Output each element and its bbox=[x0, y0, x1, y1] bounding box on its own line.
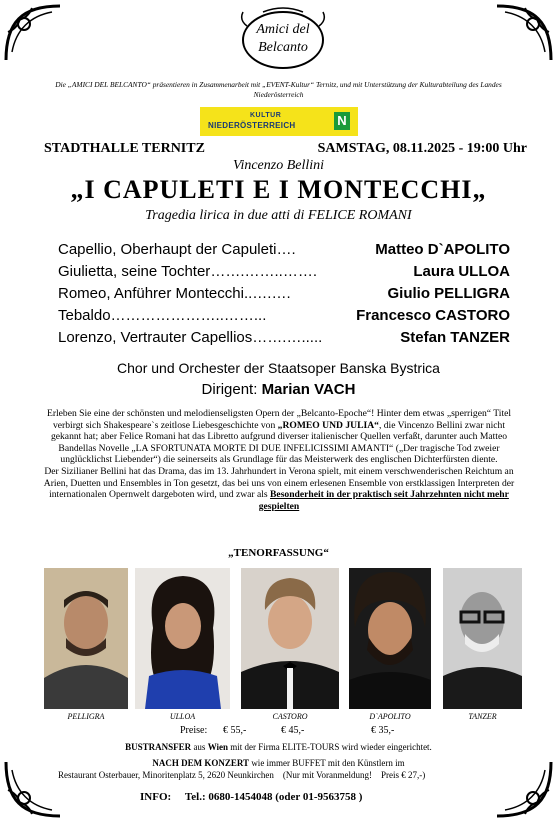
after-concert-line-2 bbox=[58, 770, 425, 780]
after-concert-line-1 bbox=[0, 758, 557, 768]
cast-role: Giulietta, seine Tochter bbox=[58, 263, 211, 280]
cast-row bbox=[58, 283, 510, 305]
photo-ulloa bbox=[135, 568, 230, 709]
sponsor-line-2: NIEDERÖSTERREICH bbox=[208, 121, 296, 130]
info-label: INFO: bbox=[140, 791, 172, 803]
photo-dapolito bbox=[349, 568, 431, 709]
venue: STADTHALLE TERNITZ bbox=[44, 141, 205, 156]
intro-text: Die „AMICI DEL BELCANTO“ präsentieren in Zusammenarbeit mit „EVENT-Kultur“ Ternitz, und mit Unterstützung der Kulturabteilung des Landes Niederösterreich bbox=[55, 80, 502, 99]
cast-role: Lorenzo, Vertrauter Capellios bbox=[58, 329, 253, 346]
cast-row bbox=[58, 239, 510, 261]
choir-orchestra: Chor und Orchester der Staatsoper Banska Bystrica bbox=[117, 360, 440, 376]
conductor-name: Marian VACH bbox=[261, 381, 356, 398]
price-cat-3: € 35,- bbox=[371, 725, 395, 736]
price-cat-2: € 45,- bbox=[281, 725, 305, 736]
kultur-niederoesterreich-sponsor bbox=[200, 107, 358, 136]
cast-dots: …….……..……. bbox=[210, 263, 317, 280]
bus-city: Wien bbox=[207, 742, 229, 752]
info-phone: Tel.: 0680-1454048 (oder 01-9563758 ) bbox=[184, 791, 363, 803]
opera-title: „I CAPULETI E I MONTECCHI„ bbox=[70, 175, 487, 204]
caption-dapolito: D`APOLITO bbox=[369, 712, 411, 721]
cast-list bbox=[58, 239, 510, 349]
amici-del-belcanto-logo bbox=[233, 4, 333, 74]
cast-role: Romeo, Anführer Montecchi bbox=[58, 285, 244, 302]
conductor bbox=[0, 381, 557, 398]
logo-line-2: Belcanto bbox=[258, 40, 308, 55]
restaurant-address: Restaurant Osterbauer, Minoritenplatz 5, 2620 Neunkirchen bbox=[58, 770, 274, 780]
price-cat-1: € 55,- bbox=[223, 725, 247, 736]
bus-text: aus bbox=[191, 742, 208, 752]
caption-castoro: CASTORO bbox=[272, 712, 308, 721]
bus-text-2: mit der Firma ELITE-TOURS wird wieder eingerichtet. bbox=[228, 742, 432, 752]
cast-dots: ..….…. bbox=[243, 285, 291, 302]
tenorfassung: „TENORFASSUNG“ bbox=[228, 547, 329, 559]
photo-tanzer bbox=[443, 568, 522, 709]
cast-role: Tebaldo bbox=[58, 307, 111, 324]
conductor-label: Dirigent: bbox=[201, 381, 258, 398]
prices-label: Preise: bbox=[180, 725, 208, 736]
buffet-price: Preis € 27,-) bbox=[380, 770, 426, 780]
photo-pelligra bbox=[44, 568, 128, 709]
desc-underline: Besonderheit in der praktisch seit Jahrzehnten nicht mehr gespielten bbox=[258, 489, 509, 512]
sponsor-n-icon: N bbox=[334, 112, 350, 130]
after-concert-label: NACH DEM KONZERT bbox=[152, 758, 250, 768]
cast-role: Capellio, Oberhaupt der Capuleti bbox=[58, 241, 277, 258]
cast-row bbox=[58, 327, 510, 349]
photo-castoro bbox=[241, 568, 339, 709]
cast-singer: Giulio PELLIGRA bbox=[387, 285, 510, 302]
sponsor-line-1: KULTUR bbox=[250, 112, 282, 119]
cast-singer: Matteo D`APOLITO bbox=[375, 241, 510, 258]
opera-subtitle: Tragedia lirica in due atti di FELICE ROMANI bbox=[145, 208, 412, 223]
bus-transfer bbox=[0, 742, 557, 752]
desc-part: Erleben Sie eine der schönsten und melodienseligsten Opern der „Belcanto-Epoche“! Hinter dem etwas „sperrigen“ Titel verbirgt sich Shakespeare`s zeitlose Liebesgeschichte von bbox=[46, 408, 512, 431]
cast-row bbox=[58, 305, 510, 327]
cast-singer: Francesco CASTORO bbox=[356, 307, 510, 324]
cast-row bbox=[58, 261, 510, 283]
desc-part: Der Sizilianer Bellini hat das Drama, das im 13. Jahrhundert in Verona spielt, mit einem verschwenderischen Reichtum an Arien, Duetten und Ensembles in Ton gesetzt, das bei uns von einem erlesenen Ensemble von erstklassigen Interpreten der internationalen Opernwelt dargeboten wird, und zwar als bbox=[43, 465, 515, 501]
cast-dots: …….…..... bbox=[252, 329, 323, 346]
cast-dots: …………………..……... bbox=[110, 307, 267, 324]
caption-ulloa: ULLOA bbox=[169, 712, 196, 721]
event-date: SAMSTAG, 08.11.2025 - 19:00 Uhr bbox=[317, 141, 527, 156]
cast-dots: …. bbox=[276, 241, 296, 258]
corner-ornament-top-left bbox=[2, 2, 64, 64]
cast-singer: Stefan TANZER bbox=[400, 329, 510, 346]
registration-note: (Nur mit Voranmeldung! bbox=[282, 770, 372, 780]
bus-label: BUSTRANSFER bbox=[125, 742, 192, 752]
cast-singer: Laura ULLOA bbox=[413, 263, 510, 280]
logo-line-1: Amici del bbox=[256, 22, 310, 37]
description bbox=[38, 408, 520, 512]
corner-ornament-top-right bbox=[493, 2, 555, 64]
caption-pelligra: PELLIGRA bbox=[67, 712, 105, 721]
after-concert-text: wie immer BUFFET mit den Künstlern im bbox=[249, 758, 405, 768]
composer: Vincenzo Bellini bbox=[232, 158, 325, 173]
caption-tanzer: TANZER bbox=[468, 712, 497, 721]
desc-bold: „ROMEO UND JULIA“ bbox=[277, 419, 379, 431]
desc-part: , die Vincenzo Bellini zwar nicht gekannt hat; aber Felice Romani hat das Libretto aufgrund diverser italienischer Quellen verfaßt, darunter auch Matteo Bandellas Novelle „LA SFORTUNATA MORTE DI DUE INFELICISSIMI AMANTI“ („Der tragische Tod zweier unglücklichst Liebender“) die seinerseits als Grundlage für das Meisterwerk des englischen Dichterfürsten diente. bbox=[50, 419, 508, 466]
info-line bbox=[140, 791, 362, 803]
